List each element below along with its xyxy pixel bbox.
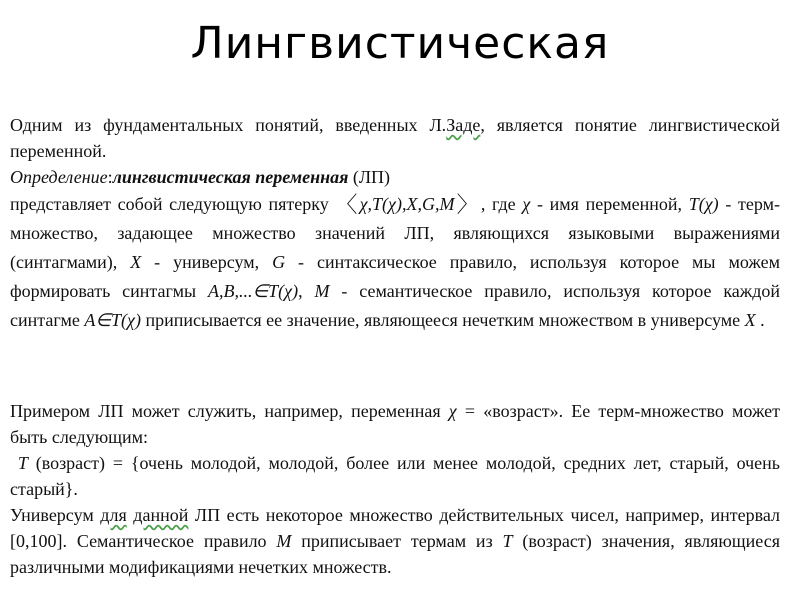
term-set-symbol: T — [17, 453, 28, 473]
chi-symbol: χ — [448, 401, 457, 421]
intro-sentence: Одним из фундаментальных понятий, введенных Л. — [10, 115, 447, 135]
text-segment: - семантическое правило, используя которое каждой синтагме — [10, 281, 781, 330]
text-segment: (возраст) = {очень молодой, молодой, более или менее молодой, средних лет, старый, очень старый}. — [10, 453, 781, 499]
text-segment: ЛП есть некоторое множество действительных чисел, например, интервал [0,100]. Семантическое правило — [10, 505, 781, 551]
example-text — [10, 398, 780, 450]
text-segment: - терм-множество, задающее множество значений ЛП, являющихся языковыми выражениями (синтагмами), — [10, 194, 780, 272]
definition-text — [10, 164, 780, 190]
slide-title: Лингвистическая — [190, 18, 610, 69]
underlined-word: для — [100, 505, 127, 525]
text-segment: - универсум, — [141, 252, 273, 272]
universe-example — [10, 502, 780, 580]
universe-symbol: X — [744, 310, 756, 330]
universe-symbol: X — [130, 252, 142, 272]
syntagm-formula: A,B,...∈T(χ) — [208, 281, 299, 301]
text-segment: . — [755, 310, 765, 330]
text-segment: (возраст) значения, являющиеся различными модификациями нечетких множеств. — [10, 531, 780, 577]
text-segment: представляет собой следующую пятерку — [10, 194, 336, 214]
tuple-formula: χ,T(χ),X,G,M — [359, 194, 455, 214]
definition-term: лингвистическая переменная — [112, 167, 349, 187]
text-segment: Примером ЛП может служить, например, переменная — [10, 401, 449, 421]
text-segment: - имя переменной, — [530, 194, 689, 214]
syntagm-membership-formula: A∈T(χ) — [84, 310, 141, 330]
term-set-example — [10, 450, 780, 502]
definition-label: Определение — [10, 167, 108, 187]
text-segment: = «возраст». Ее терм-множество может быть следующим: — [10, 401, 781, 447]
text-segment: приписывается ее значение, являющееся нечетким множеством в универсуме — [140, 310, 745, 330]
author-name: Заде — [446, 115, 481, 135]
tuple-close-bracket: 〉 — [454, 192, 481, 217]
intro-sentence-end: , является понятие лингвистической переменной. — [10, 115, 781, 161]
underlined-word: данной — [133, 505, 189, 525]
tuple-open-bracket: 〈 — [335, 192, 360, 217]
definition-body — [10, 190, 780, 335]
intro-text — [10, 112, 780, 164]
text-segment: , — [298, 281, 315, 301]
text-segment: , где — [480, 194, 523, 214]
semantic-rule-symbol: M — [314, 281, 330, 301]
term-set-symbol: T — [502, 531, 513, 551]
text-segment: - синтаксическое правило, используя которое мы можем формировать синтагмы — [10, 252, 780, 301]
definition-colon: : — [107, 167, 113, 187]
text-segment: Универсум — [10, 505, 101, 525]
syntax-rule-symbol: G — [272, 252, 286, 272]
definition-abbr: (ЛП) — [348, 167, 391, 187]
chi-symbol: χ — [522, 194, 531, 214]
definition-paragraph — [10, 112, 780, 335]
text-segment: приписывает термам из — [291, 531, 503, 551]
semantic-rule-symbol: M — [276, 531, 292, 551]
term-set-formula: T(χ) — [688, 194, 719, 214]
example-paragraph — [10, 398, 780, 580]
